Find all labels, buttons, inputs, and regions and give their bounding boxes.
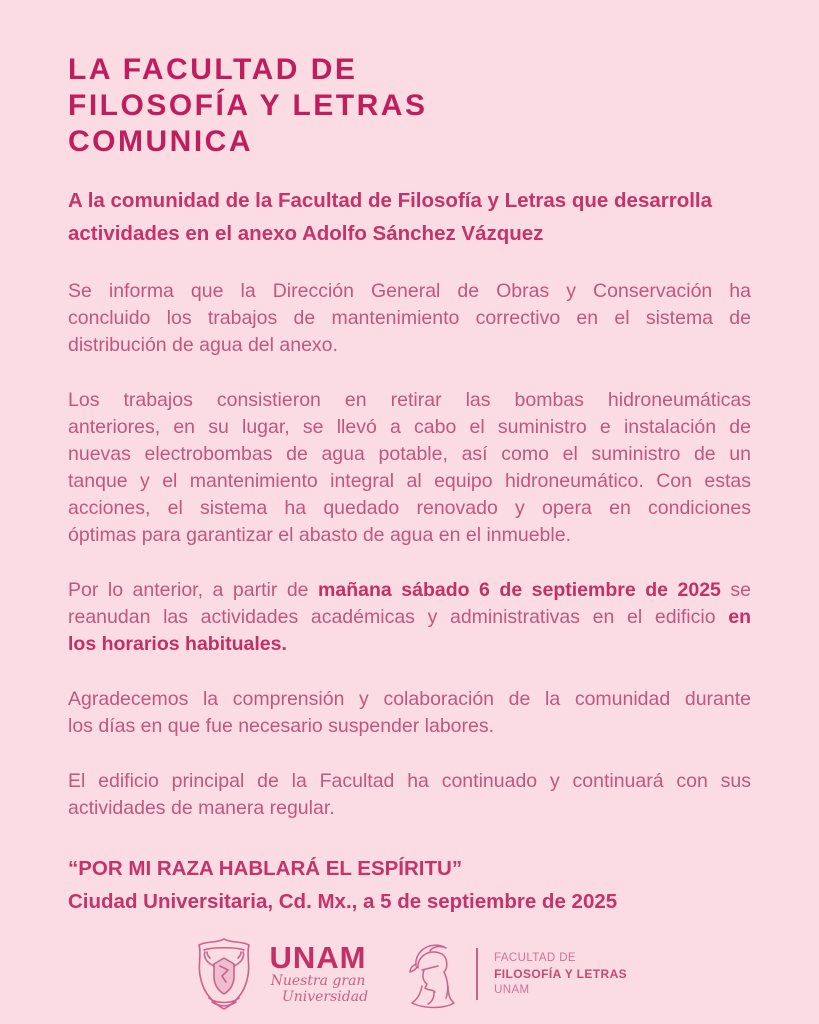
paragraph	[68, 278, 751, 359]
paragraph-line	[68, 686, 751, 713]
paragraph-line	[68, 305, 751, 332]
body-text: Los trabajos consistieron en retirar las bombas hidroneumáticas	[68, 389, 751, 411]
ffyl-label-line-3: UNAM	[494, 984, 530, 996]
paragraph-line	[68, 631, 751, 658]
ffyl-label-block	[494, 950, 627, 998]
ffyl-athena-icon	[404, 936, 462, 1012]
body-text: actividades de manera regular.	[68, 797, 335, 819]
logo-divider	[476, 948, 478, 1000]
bold-text: los horarios habituales.	[68, 633, 287, 655]
body-text: reanudan las actividades académicas y administrativas en el edificio	[68, 606, 729, 628]
body-text: anteriores, en su lugar, se llevó a cabo el suministro e instalación de	[68, 416, 751, 438]
unam-tagline-line-2: Universidad	[281, 989, 369, 1005]
title-line-3: COMUNICA	[68, 125, 253, 158]
motto: “POR MI RAZA HABLARÁ EL ESPÍRITU”	[68, 857, 463, 880]
subtitle-line-2: actividades en el anexo Adolfo Sánchez Vázquez	[68, 222, 544, 245]
subtitle-line-1: A la comunidad de la Facultad de Filosofía y Letras que desarrolla	[68, 189, 713, 212]
paragraph-line	[68, 387, 751, 414]
body-text: tanque y el mantenimiento integral al equipo hidroneumático. Con estas	[68, 470, 751, 492]
paragraph-line	[68, 441, 751, 468]
paragraph-line	[68, 468, 751, 495]
body-text: distribución de agua del anexo.	[68, 334, 338, 356]
paragraphs	[68, 278, 751, 822]
unam-wordmark: UNAM	[269, 940, 367, 975]
title-line-2: FILOSOFÍA Y LETRAS	[68, 89, 428, 122]
paragraph-line	[68, 768, 751, 795]
body-text: se	[720, 579, 752, 601]
ffyl-label-line-1: FACULTAD DE	[494, 952, 576, 964]
title-line-1: LA FACULTAD DE	[68, 53, 358, 86]
body-text: acciones, el sistema ha quedado renovado y opera en condiciones	[68, 497, 751, 519]
paragraph-line	[68, 522, 751, 549]
body-text: óptimas para garantizar el abasto de agua en el inmueble.	[68, 524, 571, 546]
footer-logo-row	[0, 936, 819, 1012]
paragraph	[68, 686, 751, 740]
paragraph-line	[68, 577, 751, 604]
unam-wordmark-block	[268, 940, 369, 1005]
body-text: concluido los trabajos de mantenimiento correctivo en el sistema de	[68, 307, 751, 329]
paragraph-line	[68, 795, 751, 822]
paragraph-line	[68, 414, 751, 441]
body-text: El edificio principal de la Facultad ha continuado y continuará con sus	[68, 770, 751, 792]
paragraph	[68, 768, 751, 822]
page-title	[68, 52, 751, 160]
paragraph	[68, 387, 751, 549]
paragraph-line	[68, 495, 751, 522]
bold-text: en	[728, 606, 751, 628]
unam-tagline-line-1: Nuestra gran	[270, 973, 366, 989]
ffyl-label-line-2: FILOSOFÍA Y LETRAS	[494, 967, 628, 981]
audience-subtitle	[68, 184, 751, 250]
paragraph-line	[68, 332, 751, 359]
body-text: nuevas electrobombas de agua potable, así como el suministro de un	[68, 443, 751, 465]
bold-text: mañana sábado 6 de septiembre de 2025	[318, 579, 721, 601]
dateline: Ciudad Universitaria, Cd. Mx., a 5 de septiembre de 2025	[68, 890, 618, 913]
body-text: Se informa que la Dirección General de Obras y Conservación ha	[68, 280, 751, 302]
body-text: Agradecemos la comprensión y colaboración de la comunidad durante	[68, 688, 751, 710]
motto-block	[68, 852, 751, 918]
paragraph-line	[68, 604, 751, 631]
unam-crest-icon	[192, 936, 256, 1012]
paragraph-line	[68, 278, 751, 305]
paragraph-line	[68, 713, 751, 740]
paragraph	[68, 577, 751, 658]
body-text: los días en que fue necesario suspender labores.	[68, 715, 495, 737]
body-text: Por lo anterior, a partir de	[68, 579, 319, 601]
